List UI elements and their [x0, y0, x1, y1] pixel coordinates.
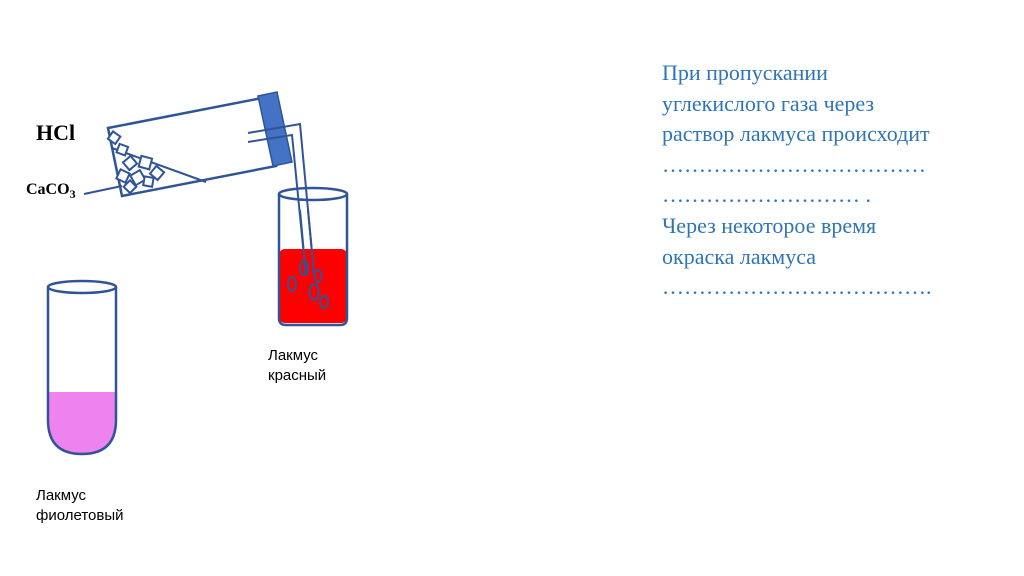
question-line-3: раствор лакмуса происходит [662, 121, 930, 147]
test-tube-violet-litmus [48, 281, 116, 454]
litmus-red-line-2: красный [268, 367, 327, 384]
question-line-1: При пропускании [662, 60, 828, 85]
question-line-7: окраска лакмуса [662, 243, 816, 269]
caco3-label [26, 181, 76, 202]
generator-tube [84, 92, 292, 196]
beaker-red-litmus [279, 188, 347, 325]
hcl-label: HCl [36, 120, 76, 145]
question-line-6: Через некоторое время [662, 212, 877, 238]
question-line-5: ……………………… . [662, 182, 871, 208]
question-line-4: ……………………………… [662, 151, 926, 177]
question-line-2: углекислого газа через [662, 90, 875, 116]
litmus-violet-line-2: фиолетовый [36, 507, 124, 524]
caco3-formula: CaCO [26, 181, 70, 198]
litmus-violet-line-1: Лакмус [36, 487, 87, 504]
violet-liquid [48, 392, 116, 454]
litmus-violet-label [36, 486, 124, 526]
caco3-pointer-line [84, 186, 122, 194]
caco3-subscript: 3 [69, 187, 76, 202]
question-text [662, 58, 1002, 303]
litmus-red-line-1: Лакмус [268, 347, 319, 364]
question-line-8: ………………………………. [662, 274, 932, 300]
litmus-red-label [268, 346, 326, 386]
